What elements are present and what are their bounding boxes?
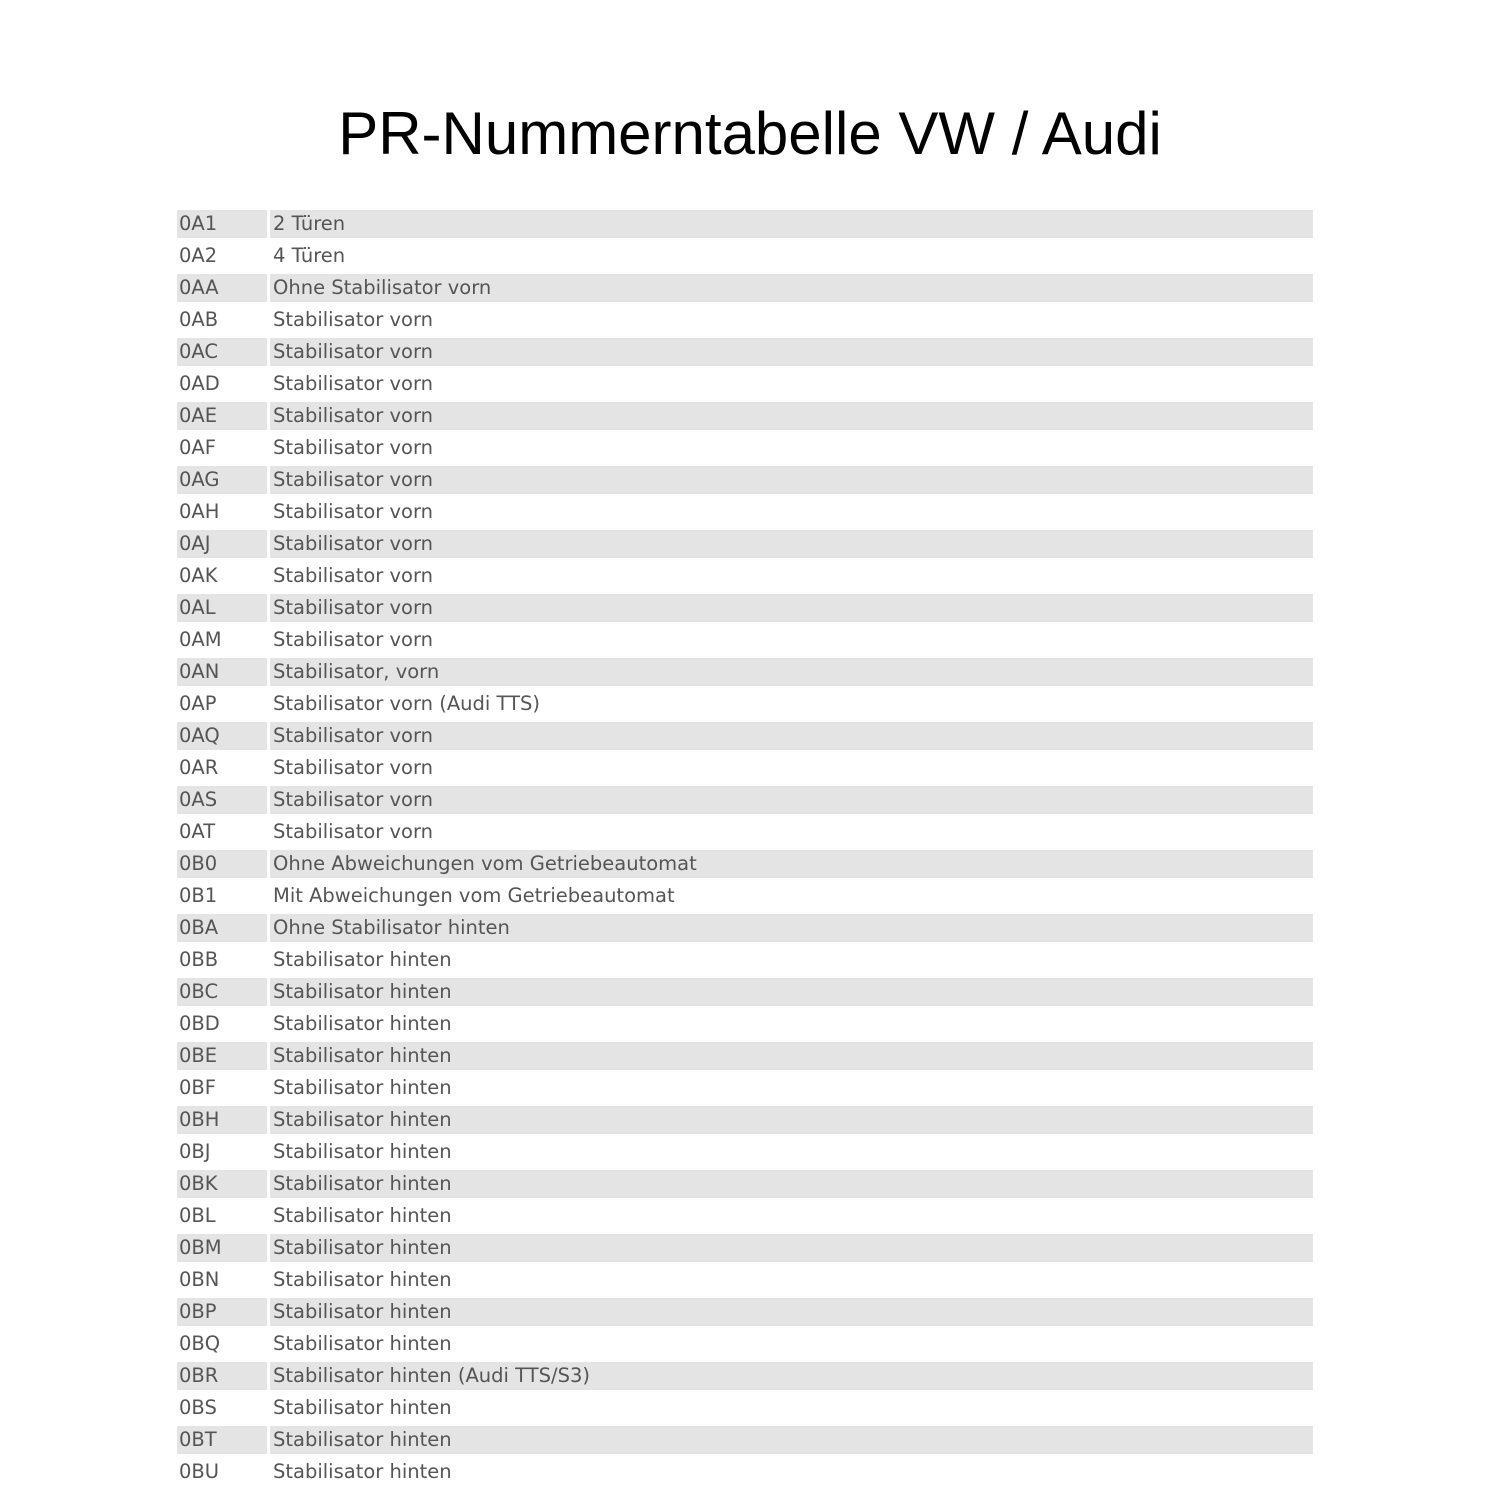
table-row: [177, 400, 1313, 432]
pr-code-cell: 0AS: [177, 786, 267, 814]
table-row: [177, 1392, 1313, 1424]
table-row: [177, 1136, 1313, 1168]
table-row: [177, 688, 1313, 720]
pr-description-cell: Stabilisator vorn: [270, 402, 1313, 430]
pr-code-cell: 0A2: [179, 244, 218, 267]
table-row: [177, 624, 1313, 656]
table-row: [177, 368, 1313, 400]
pr-description-cell: Stabilisator hinten: [273, 1012, 452, 1035]
table-row: [177, 848, 1313, 880]
pr-description-cell: Ohne Abweichungen vom Getriebeautomat: [270, 850, 1313, 878]
pr-code-cell: 0BL: [179, 1204, 216, 1227]
table-row: [177, 1040, 1313, 1072]
pr-code-cell: 0AL: [177, 594, 267, 622]
pr-code-cell: 0B1: [179, 884, 218, 907]
pr-code-cell: 0BU: [179, 1460, 220, 1483]
pr-description-cell: Stabilisator hinten: [273, 948, 452, 971]
pr-description-cell: Stabilisator vorn: [273, 564, 434, 587]
pr-code-cell: 0AA: [177, 274, 267, 302]
table-row: [177, 496, 1313, 528]
pr-code-cell: 0BF: [179, 1076, 217, 1099]
table-row: [177, 656, 1313, 688]
pr-description-cell: Stabilisator vorn: [270, 530, 1313, 558]
table-row: [177, 784, 1313, 816]
pr-description-cell: Stabilisator vorn: [270, 594, 1313, 622]
pr-code-cell: 0BN: [179, 1268, 220, 1291]
pr-description-cell: Stabilisator vorn: [273, 308, 434, 331]
pr-code-cell: 0BE: [177, 1042, 267, 1070]
table-row: [177, 944, 1313, 976]
pr-description-cell: 2 Türen: [270, 210, 1313, 238]
table-row: [177, 432, 1313, 464]
pr-code-cell: 0AJ: [177, 530, 267, 558]
pr-description-cell: Stabilisator hinten: [270, 1042, 1313, 1070]
pr-code-cell: 0AC: [177, 338, 267, 366]
pr-code-cell: 0BT: [177, 1426, 267, 1454]
pr-code-cell: 0BP: [177, 1298, 267, 1326]
pr-description-cell: Stabilisator hinten: [273, 1140, 452, 1163]
table-row: [177, 528, 1313, 560]
pr-code-cell: 0BJ: [179, 1140, 211, 1163]
pr-description-cell: Stabilisator hinten: [270, 1298, 1313, 1326]
table-row: [177, 1328, 1313, 1360]
pr-code-cell: 0BS: [179, 1396, 217, 1419]
pr-description-cell: Stabilisator hinten: [273, 1396, 452, 1419]
table-row: [177, 1264, 1313, 1296]
pr-description-cell: Stabilisator vorn: [273, 628, 434, 651]
pr-description-cell: Stabilisator vorn: [273, 372, 434, 395]
pr-code-cell: 0BC: [177, 978, 267, 1006]
pr-code-cell: 0AK: [179, 564, 218, 587]
pr-description-cell: Ohne Stabilisator hinten: [270, 914, 1313, 942]
table-row: [177, 464, 1313, 496]
table-row: [177, 1072, 1313, 1104]
pr-code-cell: 0AN: [177, 658, 267, 686]
table-row: [177, 272, 1313, 304]
table-row: [177, 816, 1313, 848]
pr-description-cell: Stabilisator vorn: [270, 786, 1313, 814]
table-row: [177, 1008, 1313, 1040]
table-row: [177, 1424, 1313, 1456]
pr-description-cell: Stabilisator vorn: [270, 338, 1313, 366]
pr-code-cell: 0AF: [179, 436, 216, 459]
pr-code-cell: 0BR: [177, 1362, 267, 1390]
pr-code-cell: 0AB: [179, 308, 219, 331]
pr-description-cell: Stabilisator hinten: [273, 1076, 452, 1099]
pr-description-cell: Stabilisator hinten: [270, 1426, 1313, 1454]
table-row: [177, 752, 1313, 784]
pr-description-cell: Stabilisator hinten: [273, 1460, 452, 1483]
pr-code-cell: 0AE: [177, 402, 267, 430]
table-row: [177, 1296, 1313, 1328]
pr-code-cell: 0B0: [177, 850, 267, 878]
pr-description-cell: Mit Abweichungen vom Getriebeautomat: [273, 884, 675, 907]
table-row: [177, 304, 1313, 336]
pr-code-cell: 0A1: [177, 210, 267, 238]
pr-code-cell: 0BQ: [179, 1332, 221, 1355]
pr-description-cell: Ohne Stabilisator vorn: [270, 274, 1313, 302]
pr-code-cell: 0BA: [177, 914, 267, 942]
table-row: [177, 1200, 1313, 1232]
pr-description-cell: Stabilisator hinten: [270, 1170, 1313, 1198]
table-row: [177, 880, 1313, 912]
table-row: [177, 1456, 1313, 1488]
pr-description-cell: Stabilisator hinten: [273, 1332, 452, 1355]
table-row: [177, 1360, 1313, 1392]
pr-description-cell: 4 Türen: [273, 244, 346, 267]
pr-description-cell: Stabilisator hinten: [270, 978, 1313, 1006]
pr-description-cell: Stabilisator vorn: [273, 820, 434, 843]
pr-description-cell: Stabilisator, vorn: [270, 658, 1313, 686]
pr-code-cell: 0AR: [179, 756, 219, 779]
pr-description-cell: Stabilisator vorn: [273, 500, 434, 523]
pr-code-cell: 0AM: [179, 628, 222, 651]
pr-description-cell: Stabilisator vorn (Audi TTS): [273, 692, 540, 715]
table-row: [177, 208, 1313, 240]
pr-description-cell: Stabilisator hinten (Audi TTS/S3): [270, 1362, 1313, 1390]
pr-description-cell: Stabilisator hinten: [273, 1268, 452, 1291]
table-row: [177, 336, 1313, 368]
table-row: [177, 1232, 1313, 1264]
table-row: [177, 240, 1313, 272]
pr-description-cell: Stabilisator vorn: [270, 466, 1313, 494]
table-row: [177, 976, 1313, 1008]
pr-code-cell: 0AG: [177, 466, 267, 494]
pr-number-table: [177, 208, 1313, 1488]
table-row: [177, 1168, 1313, 1200]
pr-code-cell: 0AH: [179, 500, 220, 523]
pr-code-cell: 0AT: [179, 820, 216, 843]
pr-code-cell: 0AQ: [177, 722, 267, 750]
pr-description-cell: Stabilisator hinten: [270, 1234, 1313, 1262]
pr-description-cell: Stabilisator hinten: [270, 1106, 1313, 1134]
page-title: PR-Nummerntabelle VW / Audi: [338, 100, 1162, 167]
pr-description-cell: Stabilisator vorn: [273, 436, 434, 459]
pr-description-cell: Stabilisator vorn: [273, 756, 434, 779]
table-row: [177, 912, 1313, 944]
pr-code-cell: 0BH: [177, 1106, 267, 1134]
table-row: [177, 560, 1313, 592]
pr-description-cell: Stabilisator vorn: [270, 722, 1313, 750]
table-row: [177, 592, 1313, 624]
table-row: [177, 1104, 1313, 1136]
pr-code-cell: 0BM: [177, 1234, 267, 1262]
pr-code-cell: 0BK: [177, 1170, 267, 1198]
pr-description-cell: Stabilisator hinten: [273, 1204, 452, 1227]
pr-code-cell: 0BB: [179, 948, 219, 971]
pr-code-cell: 0BD: [179, 1012, 220, 1035]
pr-code-cell: 0AD: [179, 372, 220, 395]
pr-code-cell: 0AP: [179, 692, 217, 715]
table-row: [177, 720, 1313, 752]
